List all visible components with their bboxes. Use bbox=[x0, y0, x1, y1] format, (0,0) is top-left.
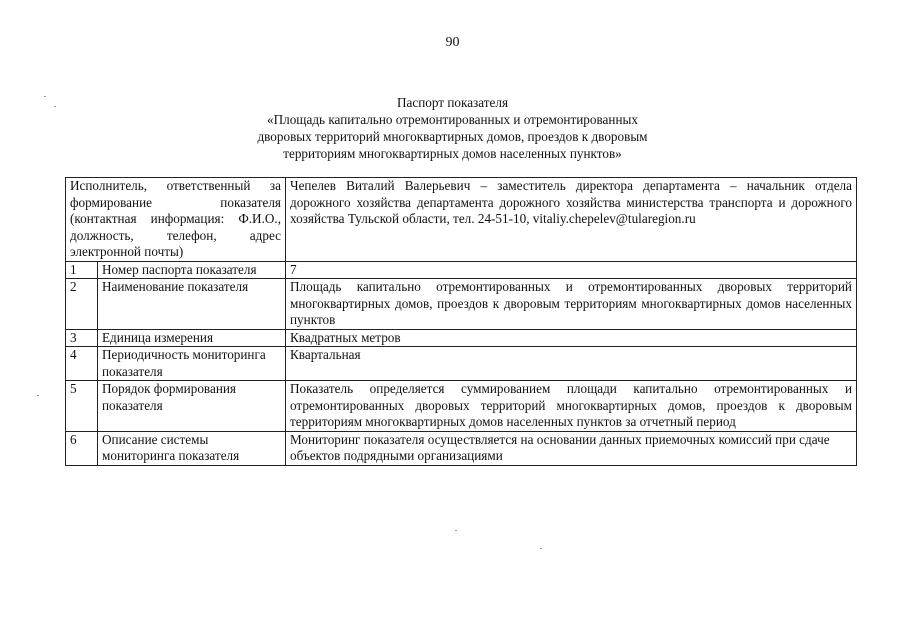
row-name: Периодичность мониторинга показателя bbox=[98, 347, 286, 381]
scan-speck bbox=[37, 395, 39, 396]
page-number: 90 bbox=[445, 35, 460, 50]
document-title bbox=[180, 94, 725, 162]
row-value: Мониторинг показателя осуществляется на основании данных приемочных комиссий при сдаче объектов подрядными организациями bbox=[286, 431, 857, 465]
row-name: Единица измерения bbox=[98, 329, 286, 347]
row-name: Порядок формирования показателя bbox=[98, 381, 286, 432]
title-line: Паспорт показателя bbox=[396, 95, 509, 110]
table-row-executor bbox=[66, 178, 857, 262]
row-value: 7 bbox=[286, 261, 857, 279]
row-number: 3 bbox=[66, 329, 98, 347]
row-number: 5 bbox=[66, 381, 98, 432]
table-row bbox=[66, 431, 857, 465]
table-row bbox=[66, 261, 857, 279]
table-row bbox=[66, 381, 857, 432]
table-row bbox=[66, 279, 857, 330]
executor-value: Чепелев Виталий Валерьевич – заместитель директора департамента – начальник отдела дорожного хозяйства департамента дорожного хозяйства министерства транспорта и дорожного хозяйства Тульской области, тел. 24-51-10, vitaliy.chepelev@tularegion.ru bbox=[286, 178, 857, 262]
row-name: Номер паспорта показателя bbox=[98, 261, 286, 279]
scan-speck bbox=[54, 106, 56, 107]
title-line: дворовых территорий многоквартирных домов, проездов к дворовым bbox=[257, 129, 648, 144]
row-number: 2 bbox=[66, 279, 98, 330]
title-line: «Площадь капитально отремонтированных и отремонтированных bbox=[267, 112, 638, 127]
row-value: Показатель определяется суммированием площади капитально отремонтированных и отремонтированных дворовых территорий многоквартирных домов, проездов к дворовым территориям многоквартирных домов населенных пунктов за отчетный период bbox=[286, 381, 857, 432]
row-value: Квадратных метров bbox=[286, 329, 857, 347]
scan-speck bbox=[540, 548, 542, 549]
scan-speck bbox=[44, 96, 46, 97]
row-name: Описание системы мониторинга показателя bbox=[98, 431, 286, 465]
executor-label: Исполнитель, ответственный за формирование показателя (контактная информация: Ф.И.О., должность, телефон, адрес электронной почты) bbox=[66, 178, 286, 262]
table-row bbox=[66, 329, 857, 347]
table-row bbox=[66, 347, 857, 381]
row-number: 4 bbox=[66, 347, 98, 381]
scan-speck bbox=[455, 530, 457, 531]
indicator-passport-table bbox=[65, 177, 857, 466]
row-number: 6 bbox=[66, 431, 98, 465]
row-value: Квартальная bbox=[286, 347, 857, 381]
title-line: территориям многоквартирных домов населенных пунктов» bbox=[283, 146, 622, 161]
row-value: Площадь капитально отремонтированных и отремонтированных дворовых территорий многоквартирных домов, проездов к дворовым территориям многоквартирных домов населенных пунктов bbox=[286, 279, 857, 330]
row-name: Наименование показателя bbox=[98, 279, 286, 330]
row-number: 1 bbox=[66, 261, 98, 279]
